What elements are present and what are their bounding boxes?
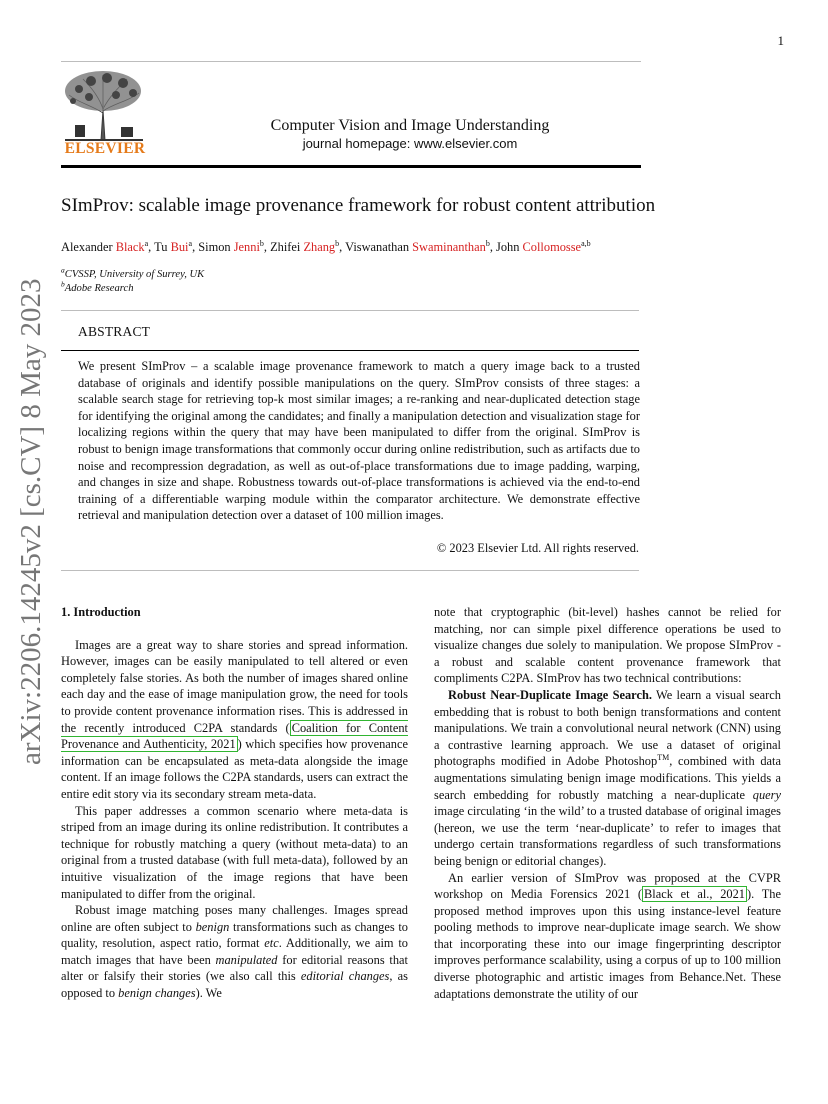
- author-given-name: Tu: [154, 240, 171, 254]
- affiliation-b: $^b$Adobe Research: [61, 279, 134, 294]
- header-top-rule: [61, 61, 641, 62]
- citation-link[interactable]: Coalition for Content Provenance and Authenticity, 2021: [61, 720, 408, 752]
- author-given-name: Viswanathan: [345, 240, 413, 254]
- author-surname-link[interactable]: Swaminanthan: [412, 240, 486, 254]
- journal-title: Computer Vision and Image Understanding: [270, 117, 550, 134]
- paper-title: SImProv: scalable image provenance framework for robust content attribution: [61, 195, 656, 216]
- citation-link[interactable]: Black et al., 2021: [644, 887, 745, 902]
- section-heading-introduction: 1. Introduction: [61, 605, 141, 619]
- paragraph: This paper addresses a common scenario where meta-data is striped from an image during its online redistribution. It contributes a technique for robustly matching a query (without meta-data) to an original from a trusted database (with full meta-data), followed by an intuitive visualization of the image regions that have been manipulated to differ from the original.: [61, 803, 408, 901]
- author-given-name: Alexander: [61, 240, 116, 254]
- header-bottom-rule: [61, 165, 641, 168]
- author-surname-link[interactable]: Zhang: [303, 240, 336, 254]
- paragraph: Robust image matching poses many challenges. Images spread online are often subject to benign transformations such as changes to quality, resolution, aspect ratio, format etc. Additionally, we aim to match images that have been manipulated for editorial reasons that alter or falsify their stories (we also call this editorial changes, as opposed to benign changes). We: [61, 903, 408, 1001]
- publisher-wordmark: ELSEVIER: [64, 140, 146, 157]
- author-surname-link[interactable]: Collomosse: [522, 240, 582, 254]
- author-affiliation-mark: a: [188, 238, 193, 248]
- paragraph: An earlier version of SImProv was proposed at the CVPR workshop on Media Forensics 2021 ( Black et al., 2021 ). The proposed method improves upon this using instance-level feature pooling methods to improve near-duplicate image search. We show that incorporating these into our image fingerprinting descriptor improves performance scalability, using a corpus of up to 100 million diverse photographic and artistic images from Behance.Net. These adaptations demonstrate the utility of our: [434, 870, 781, 1001]
- abstract-bottom-rule: [61, 570, 639, 571]
- paragraph: note that cryptographic (bit-level) hashes cannot be relied for matching, nor can simple pixel difference operations be used to visualize changes due solely to manipulation. We propose SImProv - a robust and scalable content provenance framework that compliments C2PA. SImProv has two technical contributions:: [434, 605, 781, 686]
- abstract-top-rule: [61, 310, 639, 311]
- arxiv-identifier: arXiv:2206.14245v2 [cs.CV] 8 May 2023: [15, 278, 47, 765]
- body-column-right: [434, 604, 781, 1002]
- author-affiliation-mark: b: [335, 238, 340, 248]
- author-given-name: Zhifei: [270, 240, 304, 254]
- author-given-name: Simon: [198, 240, 234, 254]
- journal-homepage: journal homepage: www.elsevier.com: [302, 136, 518, 151]
- author-surname-link[interactable]: Jenni: [233, 240, 260, 254]
- author-given-name: John: [496, 240, 523, 254]
- author-affiliation-mark: b: [259, 238, 264, 248]
- page-number: 1: [777, 33, 784, 48]
- author-affiliation-mark: b: [485, 238, 490, 248]
- paragraph: Robust Near-Duplicate Image Search. We learn a visual search embedding that is robust to both benign transformations and content manipulations. We train a convolutional neural network (CNN) using a contrastive learning approach. We use a dataset of original photographs modified in Adobe Photoshop™, combined with data augmentations simulating benign image modifications. This yields a search embedding for robustly matching a near-duplicate query image circulating ‘in the wild’ to a trusted database of original images (hereon, we use the term ‘near-duplicate’ to refer to images that undergo certain transformations regardless of such transformations being benign or editorial changes).: [434, 687, 782, 868]
- author-surname-link[interactable]: Black: [115, 240, 145, 254]
- author-surname-link[interactable]: Bui: [170, 240, 189, 254]
- paragraph: Images are a great way to share stories and spread information. However, images can be easily manipulated to tell altered or even completely false stories. As both the number of images shared online each day and the ease of image manipulation grow, the need for tools to provide content provenance information rises. This is addressed in the recently introduced C2PA standards ( Coalition for Content Provenance and Authenticity, 2021 ) which specifies how provenance information can be encapsulated as meta-data alongside the image content. If an image follows the C2PA standards, users can extract the entire edit story via its secondary stream meta-data.: [61, 637, 408, 801]
- author-affiliation-mark: a,b: [581, 238, 591, 248]
- copyright-notice: © 2023 Elsevier Ltd. All rights reserved.: [436, 541, 639, 555]
- abstract-heading-rule: [61, 350, 639, 351]
- abstract-text: We present SImProv – a scalable image provenance framework to match a query image back to a trusted database of originals and identify possible manipulations on the query. SImProv consists of three stages: a scalable search stage for retrieving top-k most similar images; a re-ranking and near-duplicated detection stage for identifying the original among the candidates; and finally a manipulation detection and visualization stage for localizing regions within the query that may have been manipulated to differ from the original. SImProv is robust to benign image transformations that commonly occur during online redistribution, such as artifacts due to noise and recompression degradation, as well as out-of-place transformations due to image padding, warping, and changes in size and shape. Robustness towards out-of-place transformations is achieved via the end-to-end training of a differentiable warping module within the comparator architecture. We demonstrate effective retrieval and manipulation detection over a dataset of 100 million images.: [78, 359, 640, 523]
- body-column-left: [61, 604, 408, 1002]
- author-affiliation-mark: a: [144, 238, 149, 248]
- author-list: Alexander Black$^a$, Tu Bui$^a$, Simon Jenni$^b$, Zhifei Zhang$^b$, Viswanathan Swaminanthan$^b$, John Collomosse$^{a,b}$: [61, 238, 591, 254]
- abstract-heading: ABSTRACT: [78, 324, 151, 339]
- affiliation-a: $^a$CVSSP, University of Surrey, UK: [61, 265, 205, 280]
